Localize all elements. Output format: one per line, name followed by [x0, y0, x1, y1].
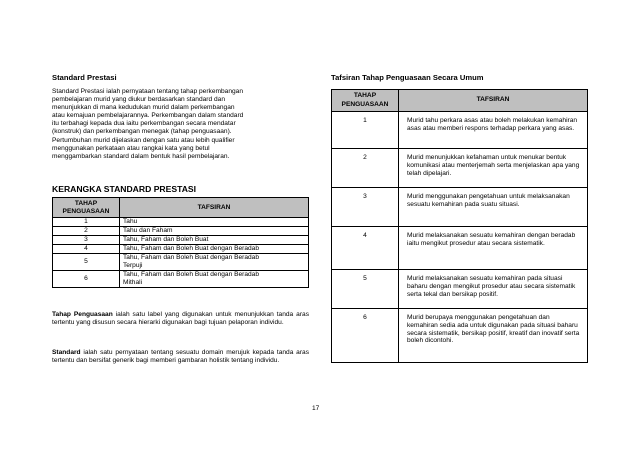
- table-row: [332, 188, 588, 227]
- desc-cell: Murid melaksanakan sesuatu kemahiran pada situasi baharu dengan mengikut prosedur atau secara sistematik serta tekal dan bersikap positif.: [399, 270, 588, 309]
- header-tahap: TAHAP PENGUASAAN: [53, 198, 120, 218]
- page-number: 17: [312, 405, 320, 412]
- desc-cell: Murid menggunakan pengetahuan untuk melaksanakan sesuatu kemahiran pada suatu situasi.: [399, 188, 588, 227]
- table-row: [332, 227, 588, 270]
- kerangka-table: [52, 197, 309, 288]
- definition-term: Tahap Penguasaan: [52, 311, 113, 318]
- table-row: [332, 309, 588, 363]
- desc-cell: Tahu, Faham dan Boleh Buat dengan Beradab: [120, 245, 309, 254]
- header-tafsiran: TAFSIRAN: [399, 90, 588, 112]
- intro-line: (konstruk) dan perkembangan menegak (tahap penguasaan).: [52, 128, 232, 136]
- desc-cell: Murid tahu perkara asas atau boleh melakukan kemahiran asas atau memberi respons terhadap perkara yang asas.: [399, 112, 588, 149]
- standard-prestasi-heading: Standard Prestasi: [52, 73, 117, 82]
- intro-line: atau kemajuan pembelajarannya. Perkembangan dalam standard: [52, 112, 244, 120]
- definition-text: ialah satu label yang digunakan untuk menunjukkan tanda aras tertentu yang disusun secara hierarki digunakan bagi tujuan pelaporan individu.: [52, 311, 309, 327]
- header-tafsiran: TAFSIRAN: [120, 198, 309, 218]
- intro-line: menggunakan perkataan atau rangkai kata yang betul: [52, 144, 210, 152]
- intro-line: pembelajaran murid yang diukur berdasarkan standard dan: [52, 96, 226, 104]
- table-row: [332, 112, 588, 149]
- level-cell: 3: [53, 236, 120, 245]
- desc-cell: Tahu: [120, 218, 309, 227]
- intro-line: menggambarkan standard dalam bentuk hasil pembelajaran.: [52, 152, 230, 160]
- intro-line: Standard Prestasi ialah pernyataan tentang tahap perkembangan: [52, 88, 243, 95]
- intro-line: menunjukkan di mana kedudukan murid dalam perkembangan: [52, 104, 235, 112]
- level-cell: 1: [53, 218, 120, 227]
- level-cell: 2: [53, 227, 120, 236]
- table-header-row: [332, 90, 588, 112]
- table-row: [332, 149, 588, 188]
- definition-tahap-penguasaan: [52, 311, 309, 327]
- table-header-row: [53, 198, 309, 218]
- level-cell: 5: [332, 270, 399, 309]
- definition-term: Standard: [52, 349, 81, 356]
- table-row: [53, 236, 309, 245]
- table-row: [53, 254, 309, 271]
- desc-cell: Tahu, Faham dan Boleh Buat dengan Beradab Mithali: [120, 271, 309, 288]
- desc-cell: Murid menunjukkan kefahaman untuk menukar bentuk komunikasi atau menterjemah serta menjelaskan apa yang telah dipelajari.: [399, 149, 588, 188]
- table-row: [53, 227, 309, 236]
- desc-cell: Tahu, Faham dan Boleh Buat dengan Beradab Terpuji: [120, 254, 309, 271]
- level-cell: 3: [332, 188, 399, 227]
- tafsiran-table: [331, 89, 588, 363]
- table-row: [53, 271, 309, 288]
- intro-line: Pertumbuhan murid dijelaskan dengan satu atau lebih qualifier: [52, 136, 235, 144]
- header-tahap: TAHAP PENGUASAAN: [332, 90, 399, 112]
- desc-cell: Tahu, Faham dan Boleh Buat: [120, 236, 309, 245]
- definition-standard: [52, 349, 309, 365]
- desc-cell: Murid berupaya menggunakan pengetahuan dan kemahiran sedia ada untuk digunakan pada situasi baharu secara sistematik, bersikap positif, kreatif dan inovatif serta boleh dicontohi.: [399, 309, 588, 363]
- level-cell: 4: [53, 245, 120, 254]
- intro-paragraph: [52, 88, 309, 161]
- table-row: [53, 218, 309, 227]
- table-row: [53, 245, 309, 254]
- intro-line: itu terbahagi kepada dua iaitu perkembangan secara mendatar: [52, 120, 236, 128]
- level-cell: 6: [332, 309, 399, 363]
- level-cell: 1: [332, 112, 399, 149]
- table-row: [332, 270, 588, 309]
- desc-cell: Murid melaksanakan sesuatu kemahiran dengan beradab iaitu mengikut prosedur atau secara sistematik.: [399, 227, 588, 270]
- definition-text: ialah satu pernyataan tentang sesuatu domain merujuk kepada tanda aras tertentu dan bersifat generik bagi memberi gambaran holistik tentang individu.: [52, 349, 309, 365]
- level-cell: 4: [332, 227, 399, 270]
- level-cell: 5: [53, 254, 120, 271]
- tafsiran-heading: Tafsiran Tahap Penguasaan Secara Umum: [331, 73, 484, 82]
- desc-cell: Tahu dan Faham: [120, 227, 309, 236]
- level-cell: 6: [53, 271, 120, 288]
- level-cell: 2: [332, 149, 399, 188]
- kerangka-section-title: KERANGKA STANDARD PRESTASI: [52, 184, 197, 194]
